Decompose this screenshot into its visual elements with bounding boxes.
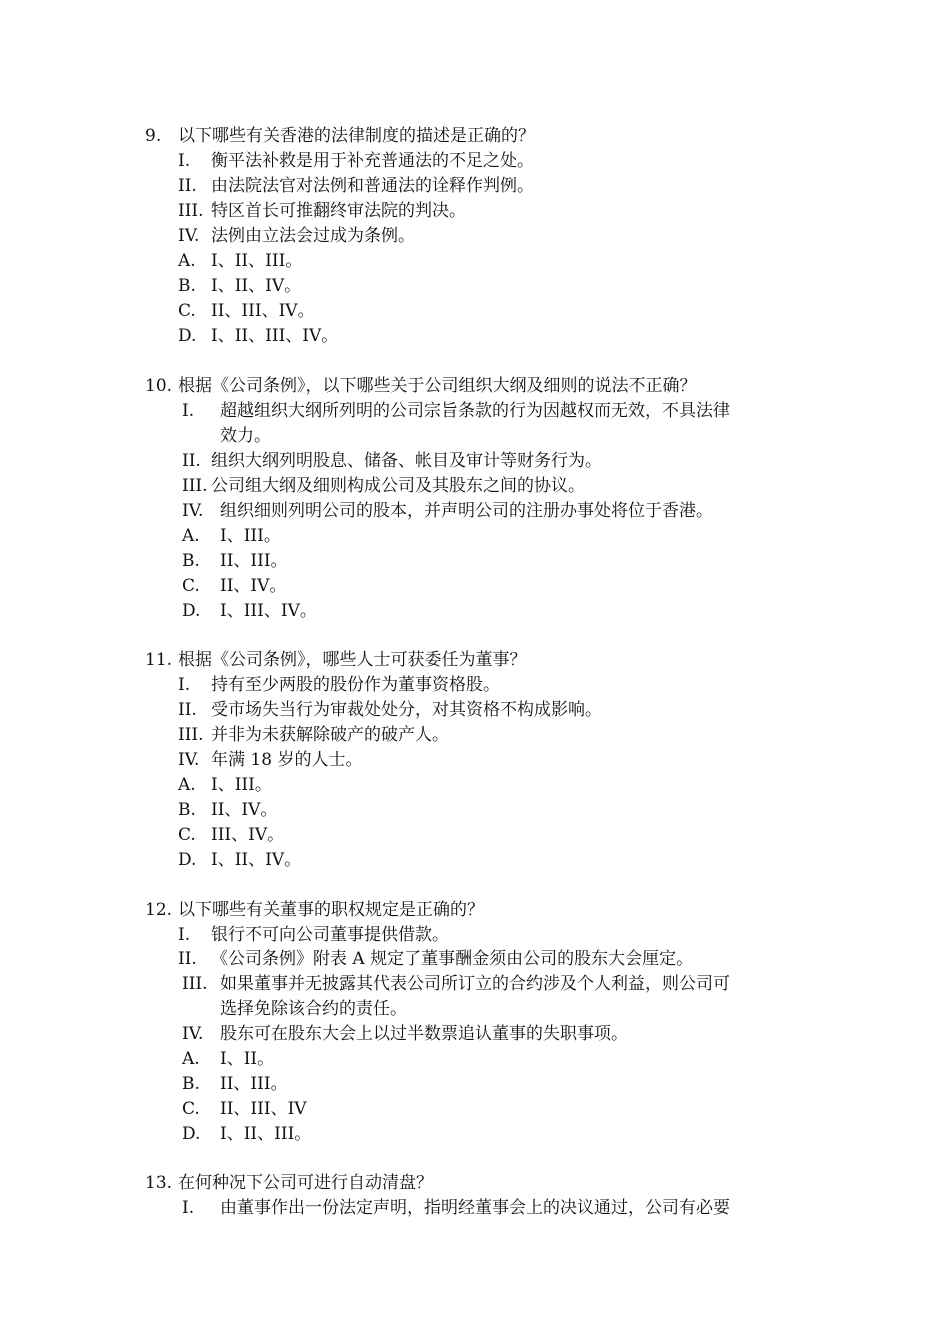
option-text: I、II、IV。 [211, 276, 302, 296]
question-number: 11. [145, 650, 173, 670]
option-label: A. [182, 1049, 200, 1069]
statement-text: 组织细则列明公司的股本，并声明公司的注册办事处将位于香港。 [220, 501, 713, 521]
statement-text: 由法院法官对法例和普通法的诠释作判例。 [211, 176, 534, 196]
statement-text: 特区首长可推翻终审法院的判决。 [211, 201, 466, 221]
statement-label: I. [182, 401, 195, 421]
option-label: D. [178, 850, 197, 870]
option-text: II、III。 [220, 551, 288, 571]
statement-text: 并非为未获解除破产的破产人。 [211, 725, 449, 745]
statement-text: 衡平法补救是用于补充普通法的不足之处。 [211, 151, 534, 171]
statement-text: 年满 18 岁的人士。 [211, 750, 363, 770]
option-text: I、II、III。 [220, 1124, 312, 1144]
option-text: II、III、IV [220, 1099, 307, 1119]
statement-text: 超越组织大纲所列明的公司宗旨条款的行为因越权而无效，不具法律 [220, 401, 730, 421]
statement-label: IV. [182, 1024, 204, 1044]
option-label: B. [178, 800, 196, 820]
option-label: B. [182, 551, 200, 571]
statement-label: II. [178, 176, 197, 196]
question-text: 以下哪些有关香港的法律制度的描述是正确的？ [178, 126, 535, 146]
statement-label: II. [182, 451, 201, 471]
option-text: I、II、III、IV。 [211, 326, 339, 346]
question-number: 10. [145, 376, 173, 396]
statement-label: I. [182, 1198, 195, 1218]
statement-label: III. [182, 476, 208, 496]
option-text: I、II、III。 [211, 251, 303, 271]
option-label: D. [178, 326, 197, 346]
statement-text-continued: 效力。 [220, 426, 271, 446]
statement-label: IV. [178, 750, 200, 770]
option-text: II、III。 [220, 1074, 288, 1094]
option-label: C. [182, 1099, 200, 1119]
question-number: 9. [145, 126, 162, 146]
statement-label: IV. [178, 226, 200, 246]
statement-label: I. [178, 675, 191, 695]
option-label: B. [182, 1074, 200, 1094]
statement-label: III. [178, 201, 204, 221]
statement-text: 法例由立法会过成为条例。 [211, 226, 415, 246]
option-text: I、II、IV。 [211, 850, 302, 870]
statement-text: 如果董事并无披露其代表公司所订立的合约涉及个人利益，则公司可 [220, 974, 730, 994]
statement-text: 股东可在股东大会上以过半数票追认董事的失职事项。 [220, 1024, 628, 1044]
option-text: II、IV。 [211, 800, 278, 820]
statement-label: II. [178, 700, 197, 720]
question-text: 以下哪些有关董事的职权规定是正确的？ [178, 900, 484, 920]
option-label: A. [178, 775, 196, 795]
statement-text: 持有至少两股的股份作为董事资格股。 [211, 675, 500, 695]
statement-text-continued: 选择免除该合约的责任。 [220, 999, 407, 1019]
statement-text: 《公司条例》附表 A 规定了董事酬金须由公司的股东大会厘定。 [211, 949, 694, 969]
statement-text: 组织大纲列明股息、储备、帐目及审计等财务行为。 [211, 451, 602, 471]
statement-label: I. [178, 925, 191, 945]
option-text: II、IV。 [220, 576, 287, 596]
statement-text: 银行不可向公司董事提供借款。 [211, 925, 449, 945]
option-label: B. [178, 276, 196, 296]
question-text: 根据《公司条例》，哪些人士可获委任为董事？ [178, 650, 527, 670]
option-label: D. [182, 1124, 201, 1144]
option-label: A. [182, 526, 200, 546]
option-text: I、III、IV。 [220, 601, 317, 621]
statement-label: III. [178, 725, 204, 745]
option-label: C. [178, 825, 196, 845]
statement-label: II. [178, 949, 197, 969]
question-number: 13. [145, 1173, 173, 1193]
option-label: C. [182, 576, 200, 596]
option-label: C. [178, 301, 196, 321]
statement-label: I. [178, 151, 191, 171]
option-text: I、III。 [220, 526, 281, 546]
statement-label: III. [182, 974, 208, 994]
statement-label: IV. [182, 501, 204, 521]
question-number: 12. [145, 900, 173, 920]
option-text: I、III。 [211, 775, 272, 795]
option-label: A. [178, 251, 196, 271]
option-text: II、III、IV。 [211, 301, 315, 321]
statement-text: 受市场失当行为审裁处处分，对其资格不构成影响。 [211, 700, 602, 720]
statement-text: 由董事作出一份法定声明，指明经董事会上的决议通过，公司有必要 [220, 1198, 730, 1218]
option-text: III、IV。 [211, 825, 285, 845]
option-label: D. [182, 601, 201, 621]
statement-text: 公司组大纲及细则构成公司及其股东之间的协议。 [211, 476, 585, 496]
question-text: 根据《公司条例》，以下哪些关于公司组织大纲及细则的说法不正确？ [178, 376, 697, 396]
option-text: I、II。 [220, 1049, 275, 1069]
question-text: 在何种况下公司可进行自动清盘？ [178, 1173, 433, 1193]
